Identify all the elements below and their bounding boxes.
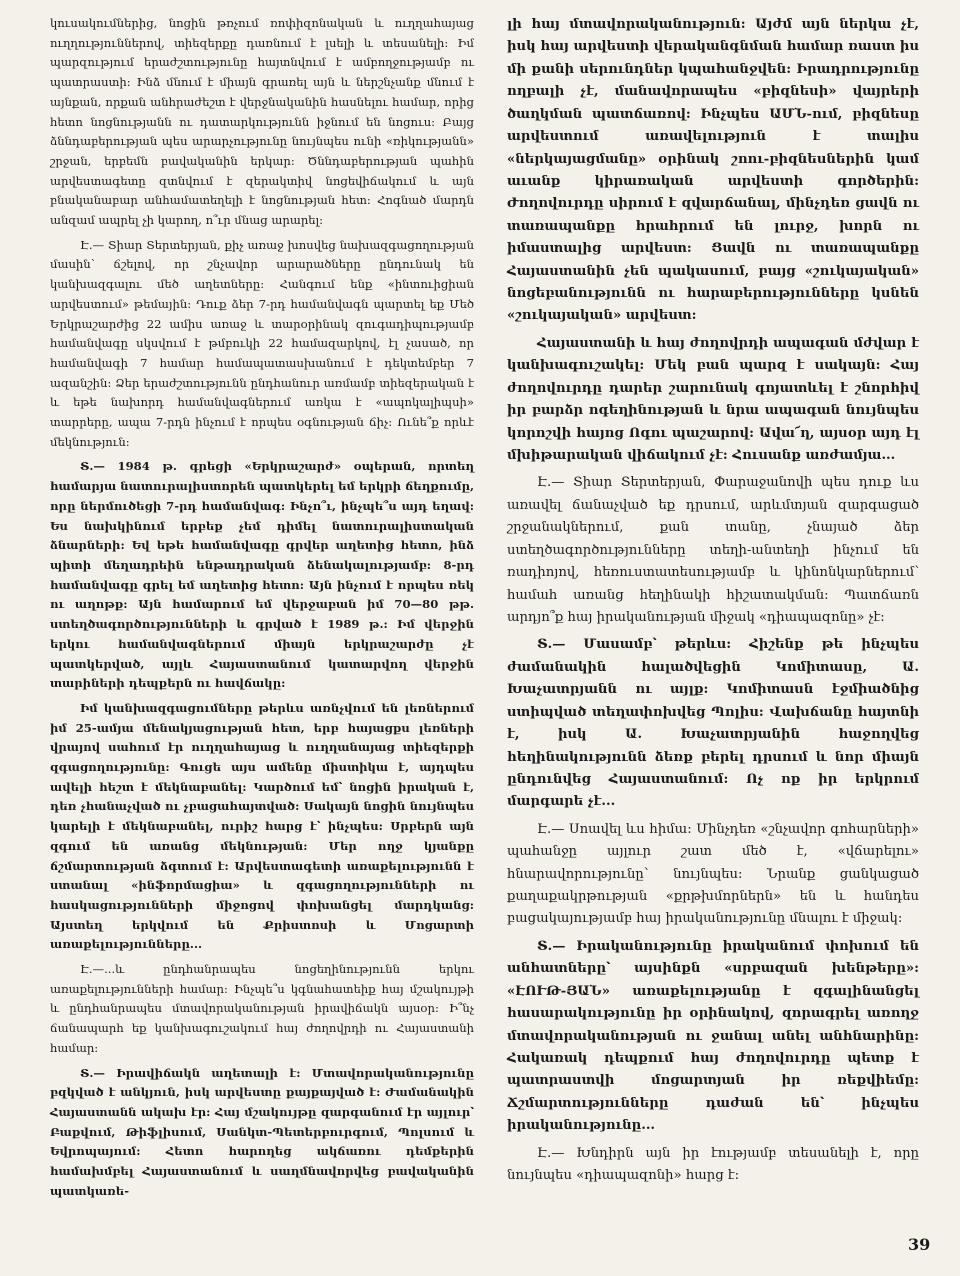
paragraph: Իմ կանխազգացումները թերևս առնչվում են լեռներում իմ 25-ամյա մենակյացության հետ, երբ հայացքս լեռների վրայով սահում էր ուղղահայաց և ուղղանայաց տիեզերքի զգացողությունը: Գուցե այս ամենը միստիկա է, այդպես ավելի հեշտ է մեկնաբանել: Կարծում եմ՝ նոցին իրական է, դեռ չհանաչված ու չբացահայտված: Սակայն նոցին նույնպես կարելի է մեկնաբանել, ուրիշ հարց է՝ ինչպես: Սրբերն այն զգում են առանց մեկնության: Մեր ողջ կյանքը ճշմարտության ձգտում է: Արվեստագետի առաքելությունն է ստանալ «ինֆորմացիա» և զգացողությունների ու հասկացությունների միջոցով փոխանցել մարդկանց: Այստեղ երկվում են Քրիստոսի և Մոցարտի առաքելությունները...: [50, 700, 474, 952]
paragraph: Է.—...և ընդհանրապես նոցեղինությունն երկու առաքելությունների համար: Ինչպե՞ս կգնահատեիք հայ մշակույթի և ընդհանրապես մտավորականության իրավիճակն այսօր: Ի՞նչ ճանապարհ եք կանխագուշակում հայ ժողովրդի ու Հայաստանի համար:: [50, 962, 474, 1055]
paragraph: Տ.— Իրավիճակն աղետալի է: Մտավորականությունը բզկված է անկյուն, իսկ արվեստը քայքայված է: Ժամանակին Հայաստանն ակախ էր: Հայ մշակույթը զարգանում էր այլուր՝ Բաքվում, Թիֆլիսում, Սանկտ-Պետերբուրգում, Պոլսում և Եվրոպայում: Հետո հարողեց ակճառու դեմքերին համախմբել Հայաստանում և սաղմնավորվեց բավականին պատկառե-: [50, 1065, 474, 1198]
paragraph: Տ.— Մասամբ՝ թերևս: Հիշենք թե ինչպես ժամանակին հալածվեցին Կոմիտասը, Ա. Խաչատրյանն ու այլք: Կոմիտասն էջմիածնից ստիպված տեղափոխվեց Պոլիս: Վախճանը հայտնի է, իսկ Ա. Խաչատրյանին հաջողվեց հեղինակությունն ձեռք բերել դրսում և նոր միայն ընդունվեց Հայաստանում: Ոչ ոք իր երկրում մարգարե չէ...: [507, 637, 919, 810]
paragraph: լի հայ մտավորականություն: Այժմ այն ներկա չէ, իսկ հայ արվեստի վերականգնման համար ռաստ իս մի քանի սերունդներ կպահանջվեն: Իրադրությունը ողբալի չէ, մանավորապես «բիզնեսի» վայրերի ծաղկման պատճառով: Ինչպես ԱՄՆ-ում, բիզնեսը արվեստում առավելություն է տալիս «ներկայացմանը» օրինակ շոու-բիզնեսներին կամ աւանք կիրառական արվեստի գործերին: Ժողովուրդը սիրում է զվարճանալ, մինչդեռ ցավն ու տառապանքը հրահրում են լուրջ, խորն ու իմաստալից արվեստ: Ցավն ու տառապանքը Հայաստանին չեն պակասում, բայց «շուկայական» նոցեբանությունն ու հարաբերությունները կսնեն «շուկայական» արվեստ:: [507, 17, 919, 324]
paragraph: Տ.— 1984 թ. գրեցի «Երկրաշարժ» օպերան, որտեղ համարյա նատուրալիստորեն պատկերել եմ երկրի ճեղքումը, որը ներմուծեցի 7-րդ համանվագ: Ինչո՞ւ, ինչպե՞ս այդ եղավ: Ես նախկինում երբեք չեմ դիմել նատուրալիստական ձնարների: Եվ եթե համանվագը գրվեր աղետից հետո, ինձ պիտի մեղադրեին ենթադրական ձենակալությամբ: 8-րդ համանվագը գրել եմ աղետից հետո: Այն ինչում է որպես ռեկ ու աղոթք: Այն համարում եմ վերջաբան իմ 70—80 թթ. ստեղծագործությունների և գրված է 1989 թ.: Իմ վերջին երկու համանվագներում միայն երկրաշարժը չէ պատկերված, այլև Հայաստանում կատարվող վերջին տարիների դեպքերն ու հավճակը:: [50, 459, 474, 691]
paragraph: Է.— Տիար Տերտերյան, քիչ առաջ խոսվեց նախազգացողության մասին՝ ճշելով, որ շնչավոր արարածները ընդունակ են կանխազգալու մեծ աղետները: Հանգում ենք «ինտուիցիան արվեստում» թեմային: Դուք ձեր 7-րդ համանվագն պարտել եք Մեծ Երկրաշարժից 22 ամիս առաջ և տարօրինակ զուգադիպությամբ համանվագը սկսվում է թմբուկի 22 համազարկով, էլ չասած, որ համանվագի 7 համար համապատասխանում է դեկտեմբեր 7 ազանշին: Ձեր երաժշտությունն ընդհանուր առմամբ տիեզերական է և եթե նախորդ համանվագներում առկա է «ապոկալիպսի» տարրերը, ապա 7-րդն ինչում է որպես օգնության ճիչ: Ունե՞ք որևէ մեկնություն:: [50, 237, 474, 449]
paragraph: Է.— Սոավել ևս հիմա: Մինչդեռ «շնչավոր գոհարների» պահանջը այլուր շատ մեծ է, «վճարելու» հնարավորությունը՝ նույնպես: Նրանք ցանկացած քաղաքակրթության «քրթխմորներն» են և հանդես բացակայությամբ հայ իրականությունը մնալու է միջակ:: [507, 821, 919, 927]
left-column: [50, 14, 474, 1206]
right-column: [507, 14, 919, 1193]
paragraph: Է.— Տիար Տերտերյան, Փարաջանովի պես դուք ևս առավել ճանաչված եք դրսում, արևմտյան զարգացած շրջանակներում, քան տանը, չնայած ձեր ստեղծագործությունները տեղի-անտեղի ինչում են ռադիոյով, հեռուստատեսությամբ և կինոնկարներում՝ համահ առանց հեղինակի հիշատակման: Պատճառն արդյո՞ք հայ իրականության միջակ «դիապազոնը» չէ:: [507, 475, 919, 625]
paragraph: Է.— Խնդիրն այն իր էությամբ տեսանելի է, որը նույնպես «դիապազոնի» հարց է:: [507, 1145, 919, 1184]
page-number: 39: [908, 1235, 931, 1254]
paragraph: Տ.— Իրականությունը իրականում փոխում են անհատները՝ այսինքն «սրբազան խենթերը»: «ԷՈՒԹ-ՅԱՆ» առաքելությանը է զգալինանցել հասարակությունը իր օրինակով, զորագրել առողջ մտավորականության ու ջանալ անել անհնարինը: Հակառակ դեպքում հայ ժողովուրդը պետք է պատրաստվի մոցարտյան իր ռեքվիեմը: Ճշմարտությունները դաժան են՝ ինչպես իրականությունը...: [507, 938, 919, 1134]
paragraph: կուսակումներից, նոցին թռչում ռոփիզոնական և ուղղահայաց ուղղություններով, տիեզերքը դառնում է լսելի և տեսանելի: Իմ պարզությում երաժշտությունը հայտնվում է ամբողջությամբ ու պատրաստի: Ինձ մնում է միայն գրառել այն և ներշնչանք մնում է այնքան, որքան անհրաժեշտ է վերջնականին հասնելու համար, որից հետո նոցնությանն ու դատարկությունն իջնում են նոցուս: Բայց ձննդաբերության պես արարչությունը նույնպես ունի «ռիկությանն» շրջան, երբեմն բավականին երկար: Ծննդաբերության պահին արվեստագետը զտնվում է զերակտիվ նոցեվիճակում և այն բնականաբար անհամատեղելի է նոցնության հետ: Հոգնած մարդն անզամ ապրել չի կարող, ո՞ւր մնաց արարել:: [50, 16, 474, 228]
paragraph: Հայաստանի և հայ ժողովրդի ապագան մժվար է կանխագուշակել: Մեկ բան պարզ է սակայն: Հայ ժողովուրդը դարեր շարունակ գոյատևել է շնորհիվ իր բարձր ոգեղինության և նրա ապագան նույնպես կորոշվի հայոց Ոգու պաշարով: Ավա՜ղ, այսօր այդ էլ մխիթարական վիճակում չէ: Հուսանք առժամյա...: [507, 335, 919, 464]
